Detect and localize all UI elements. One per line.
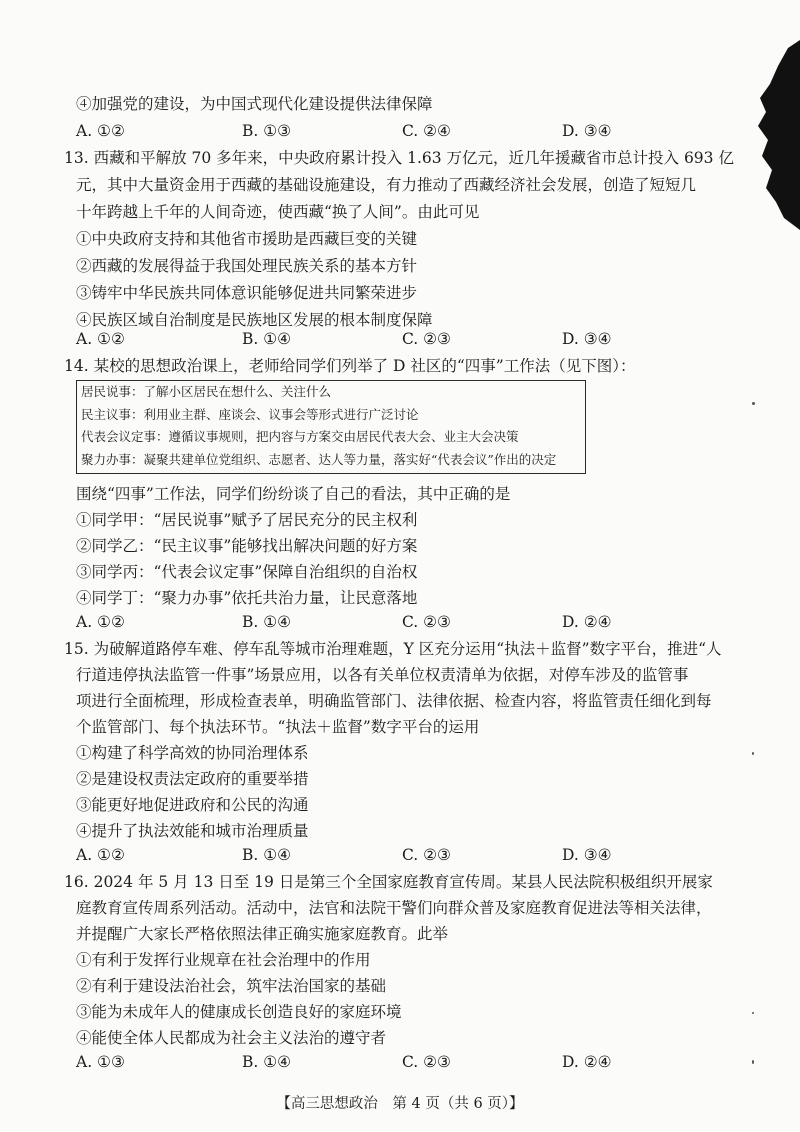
- scan-speck: [752, 402, 755, 405]
- box-row-residents-speak: 居民说事：了解小区居民在想什么、关注什么: [81, 384, 332, 399]
- q12-option-b[interactable]: B. ①③: [242, 122, 292, 140]
- q14-option-b[interactable]: B. ①④: [242, 613, 292, 631]
- q15-statement-2: ②是建设权责法定政府的重要举措: [76, 770, 309, 788]
- q15-statement-3: ③能更好地促进政府和公民的沟通: [76, 796, 309, 814]
- q14-stem: 14. 某校的思想政治课上，老师给同学们列举了 D 社区的“四事”工作法（见下图）：: [64, 357, 636, 375]
- q12-option-a[interactable]: A. ①②: [76, 122, 125, 140]
- q14-statement-4: ④同学丁：“聚力办事”依托共治力量，让民意落地: [76, 589, 418, 607]
- box-row-democratic-discussion: 民主议事：利用业主群、座谈会、议事会等形式进行广泛讨论: [81, 406, 419, 422]
- box-row-representative-decision: 代表会议定事：遵循议事规则，把内容与方案交由居民代表大会、业主大会决策: [81, 429, 519, 444]
- q14-statement-1: ①同学甲：“居民说事”赋予了居民充分的民主权利: [76, 511, 418, 529]
- q16-stem-line-2: 庭教育宣传周系列活动。活动中，法官和法院干警们向群众普及家庭教育促进法等相关法律，: [76, 899, 712, 917]
- box-row-joint-action: 聚力办事：凝聚共建单位党组织、志愿者、达人等力量，落实好“代表会议”作出的决定: [81, 451, 557, 467]
- q15-option-a[interactable]: A. ①②: [76, 846, 125, 864]
- q15-stem-line-1: 15. 为破解道路停车难、停车乱等城市治理难题，Y 区充分运用“执法＋监督”数字平台，推进“人: [64, 640, 722, 658]
- q16-statement-1: ①有利于发挥行业规章在社会治理中的作用: [76, 951, 371, 969]
- q15-statement-4: ④提升了执法效能和城市治理质量: [76, 822, 309, 840]
- q13-statement-1: ①中央政府支持和其他省市援助是西藏巨变的关键: [76, 230, 418, 248]
- q15-stem-line-4: 个监管部门、每个执法环节。“执法＋监督”数字平台的运用: [76, 718, 480, 736]
- q13-statement-3: ③铸牢中华民族共同体意识能够促进共同繁荣进步: [76, 284, 418, 302]
- page-footer: 【高三思想政治 第 4 页（共 6 页）】: [276, 1096, 524, 1112]
- q16-statement-3: ③能为未成年人的健康成长创造良好的家庭环境: [76, 1003, 402, 1021]
- q15-options: [76, 843, 716, 867]
- q16-stem-line-3: 并提醒广大家长严格依照法律正确实施家庭教育。此举: [76, 925, 449, 943]
- q13-option-a[interactable]: A. ①②: [76, 330, 125, 348]
- q14-statement-2: ②同学乙：“民主议事”能够找出解决问题的好方案: [76, 537, 418, 555]
- q16-options: [76, 1050, 716, 1074]
- q14-lead: 围绕“四事”工作法，同学们纷纷谈了自己的看法，其中正确的是: [76, 485, 511, 503]
- q14-options: [76, 610, 716, 634]
- q16-option-d[interactable]: D. ②④: [562, 1053, 612, 1071]
- q16-option-a[interactable]: A. ①③: [76, 1053, 125, 1071]
- q12-options: [76, 119, 716, 143]
- q13-option-b[interactable]: B. ①④: [242, 330, 292, 348]
- scan-speck: [752, 1012, 754, 1014]
- q13-option-d[interactable]: D. ③④: [562, 330, 612, 348]
- q16-statement-4: ④能使全体人民都成为社会主义法治的遵守者: [76, 1029, 387, 1047]
- q16-option-b[interactable]: B. ①④: [242, 1053, 292, 1071]
- q15-statement-1: ①构建了科学高效的协同治理体系: [76, 744, 309, 762]
- q16-stem-line-1: 16. 2024 年 5 月 13 日至 19 日是第三个全国家庭教育宣传周。某县人民法院积极组织开展家: [64, 873, 713, 891]
- q13-option-c[interactable]: C. ②③: [402, 330, 451, 348]
- q14-option-a[interactable]: A. ①②: [76, 613, 125, 631]
- q15-option-d[interactable]: D. ③④: [562, 846, 612, 864]
- q13-stem-line-3: 十年跨越上千年的人间奇迹，使西藏“换了人间”。由此可见: [76, 203, 480, 221]
- q13-stem-line-1: 13. 西藏和平解放 70 多年来，中央政府累计投入 1.63 万亿元，近几年援藏省市总计投入 693 亿: [64, 149, 734, 167]
- q12-option-d[interactable]: D. ③④: [562, 122, 612, 140]
- q13-options: [76, 327, 716, 351]
- scan-speck: [752, 1060, 754, 1064]
- scan-speck: [752, 752, 754, 755]
- q13-statement-4: ④民族区域自治制度是民族地区发展的根本制度保障: [76, 311, 433, 329]
- q16-option-c[interactable]: C. ②③: [402, 1053, 451, 1071]
- q15-option-b[interactable]: B. ①④: [242, 846, 292, 864]
- q16-statement-2: ②有利于建设法治社会，筑牢法治国家的基础: [76, 977, 387, 995]
- q14-option-d[interactable]: D. ②④: [562, 613, 612, 631]
- q15-stem-line-2: 行道违停执法监管一件事”场景应用，以各有关单位权责清单为依据，对停车涉及的监管事: [76, 666, 689, 684]
- torn-edge-shadow: [748, 40, 800, 230]
- q13-stem-line-2: 元，其中大量资金用于西藏的基础设施建设，有力推动了西藏经济社会发展，创造了短短几: [76, 176, 697, 194]
- q14-option-c[interactable]: C. ②③: [402, 613, 451, 631]
- q15-stem-line-3: 项进行全面梳理，形成检查表单，明确监管部门、法律依据、检查内容，将监管责任细化到每: [76, 692, 712, 710]
- q13-statement-2: ②西藏的发展得益于我国处理民族关系的基本方针: [76, 257, 418, 275]
- q15-option-c[interactable]: C. ②③: [402, 846, 451, 864]
- q14-statement-3: ③同学丙：“代表会议定事”保障自治组织的自治权: [76, 563, 418, 581]
- q12-option-c[interactable]: C. ②④: [402, 122, 451, 140]
- q12-statement-4: ④加强党的建设，为中国式现代化建设提供法律保障: [76, 95, 433, 113]
- four-matters-table: [76, 380, 586, 474]
